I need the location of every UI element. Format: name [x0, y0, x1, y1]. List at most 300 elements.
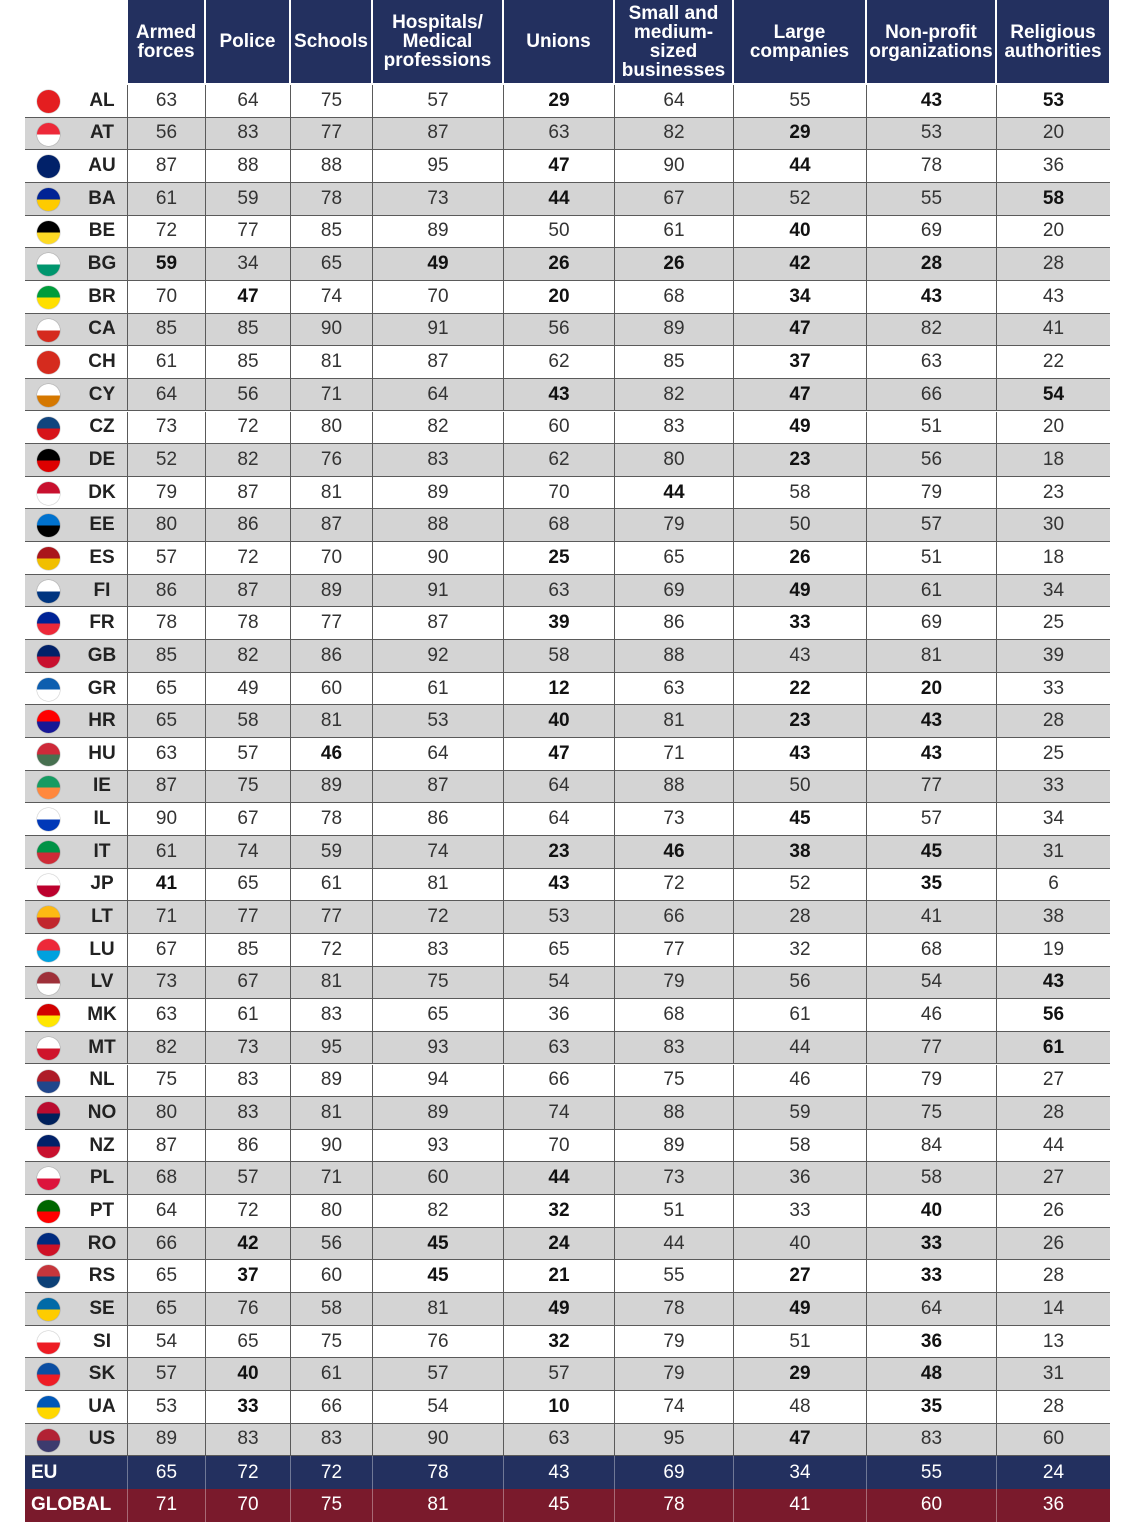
table-cell: 24 — [503, 1228, 614, 1260]
table-cell: 26 — [733, 542, 866, 574]
table-cell: 87 — [372, 346, 503, 378]
table-cell: 45 — [372, 1228, 503, 1260]
table-cell: 86 — [205, 1130, 290, 1162]
table-cell: 70 — [127, 281, 205, 313]
table-cell: 80 — [127, 1097, 205, 1129]
table-cell: 83 — [372, 934, 503, 966]
table-cell: 36 — [866, 1326, 996, 1358]
table-cell: 73 — [372, 183, 503, 215]
table-cell: 20 — [996, 412, 1110, 444]
column-header — [206, 0, 289, 83]
country-code: BE — [88, 220, 116, 242]
table-cell: 81 — [290, 967, 372, 999]
table-cell: 64 — [372, 379, 503, 411]
table-cell: 63 — [866, 346, 996, 378]
table-cell: 44 — [733, 1032, 866, 1064]
table-cell: 45 — [866, 836, 996, 868]
table-cell: 54 — [503, 967, 614, 999]
table-cell: 37 — [733, 346, 866, 378]
table-cell: 88 — [290, 150, 372, 182]
table-cell: 60 — [290, 673, 372, 705]
flag-icon — [37, 841, 60, 864]
table-cell: 60 — [290, 1260, 372, 1292]
table-cell: 65 — [205, 869, 290, 901]
table-cell: 47 — [733, 1424, 866, 1456]
table-cell: 65 — [127, 673, 205, 705]
table-cell: 78 — [866, 150, 996, 182]
table-cell: 84 — [866, 1130, 996, 1162]
column-header — [615, 0, 732, 83]
table-cell: 91 — [372, 314, 503, 346]
table-cell: 41 — [733, 1489, 866, 1522]
flag-icon — [37, 776, 60, 799]
flag-icon — [37, 939, 60, 962]
country-code: HU — [88, 742, 116, 764]
country-code: BG — [87, 253, 117, 275]
column-header-line: Non-profit — [885, 21, 977, 43]
table-cell: 89 — [372, 1097, 503, 1129]
table-row — [25, 967, 1110, 1000]
table-cell: 50 — [733, 771, 866, 803]
country-code: LV — [90, 971, 114, 993]
table-cell: 47 — [205, 281, 290, 313]
table-cell: 33 — [205, 1391, 290, 1423]
table-cell: 20 — [866, 673, 996, 705]
country-code: NL — [89, 1069, 115, 1091]
country-code: NO — [87, 1101, 117, 1123]
flag-icon — [37, 1070, 60, 1093]
table-cell: 51 — [733, 1326, 866, 1358]
column-header — [867, 0, 995, 83]
table-cell: 88 — [372, 509, 503, 541]
table-cell: 89 — [127, 1424, 205, 1456]
table-cell: 82 — [614, 118, 733, 150]
flag-icon — [37, 1037, 60, 1060]
table-cell: 32 — [503, 1326, 614, 1358]
table-cell: 23 — [733, 444, 866, 476]
table-cell: 68 — [127, 1162, 205, 1194]
table-cell: 65 — [127, 705, 205, 737]
table-cell: 31 — [996, 836, 1110, 868]
flag-icon — [37, 1429, 60, 1452]
flag-icon — [37, 645, 60, 668]
country-code: AU — [88, 155, 116, 177]
table-cell: 43 — [503, 1456, 614, 1489]
table-cell: 81 — [866, 640, 996, 672]
table-row — [25, 1326, 1110, 1359]
table-cell: 60 — [503, 412, 614, 444]
flag-icon — [37, 1167, 60, 1190]
table-cell: 50 — [503, 216, 614, 248]
table-cell: 82 — [372, 1195, 503, 1227]
table-cell: 63 — [503, 118, 614, 150]
table-cell: 20 — [996, 216, 1110, 248]
table-cell: 83 — [290, 1424, 372, 1456]
table-cell: 63 — [127, 85, 205, 117]
table-cell: 66 — [290, 1391, 372, 1423]
table-cell: 48 — [733, 1391, 866, 1423]
table-cell: 87 — [127, 1130, 205, 1162]
column-header — [997, 0, 1109, 83]
table-cell: 58 — [290, 1293, 372, 1325]
country-code: SE — [89, 1297, 115, 1319]
column-header-line: Hospitals/ — [392, 12, 483, 33]
table-cell: 22 — [996, 346, 1110, 378]
table-cell: 41 — [866, 901, 996, 933]
table-cell: 80 — [614, 444, 733, 476]
table-cell: 49 — [733, 1293, 866, 1325]
table-cell: 40 — [503, 705, 614, 737]
table-cell: 66 — [866, 379, 996, 411]
table-cell: 69 — [866, 216, 996, 248]
country-code: ES — [89, 546, 115, 568]
table-row — [25, 1097, 1110, 1130]
table-cell: 83 — [205, 1065, 290, 1097]
table-cell: 94 — [372, 1065, 503, 1097]
table-cell: 59 — [127, 248, 205, 280]
table-row — [25, 542, 1110, 575]
table-cell: 93 — [372, 1032, 503, 1064]
country-code: LT — [91, 906, 113, 928]
table-cell: 95 — [290, 1032, 372, 1064]
table-cell: 87 — [127, 771, 205, 803]
table-cell: 43 — [996, 281, 1110, 313]
table-cell: 43 — [866, 281, 996, 313]
country-code: EE — [89, 514, 115, 536]
table-cell: 85 — [127, 314, 205, 346]
table-cell: 42 — [733, 248, 866, 280]
table-cell: 82 — [127, 1032, 205, 1064]
table-cell: 42 — [205, 1228, 290, 1260]
table-row — [25, 85, 1110, 118]
flag-icon — [37, 906, 60, 929]
table-cell: 44 — [996, 1130, 1110, 1162]
table-cell: 80 — [290, 1195, 372, 1227]
table-row — [25, 836, 1110, 869]
flag-icon — [37, 1233, 60, 1256]
table-cell: 88 — [614, 1097, 733, 1129]
table-cell: 43 — [866, 85, 996, 117]
column-header-line: forces — [137, 40, 195, 62]
table-cell: 44 — [614, 477, 733, 509]
flag-icon — [37, 580, 60, 603]
table-cell: 61 — [290, 869, 372, 901]
table-cell: 29 — [733, 118, 866, 150]
table-cell: 77 — [866, 1032, 996, 1064]
table-cell: 52 — [733, 869, 866, 901]
table-cell: 90 — [372, 542, 503, 574]
table-cell: 45 — [372, 1260, 503, 1292]
table-cell: 64 — [614, 85, 733, 117]
table-cell: 46 — [866, 999, 996, 1031]
table-cell: 33 — [733, 607, 866, 639]
table-row — [25, 1195, 1110, 1228]
table-row — [25, 150, 1110, 183]
table-cell: 72 — [205, 1456, 290, 1489]
country-code: GR — [87, 677, 117, 699]
table-cell: 80 — [290, 412, 372, 444]
flag-icon — [37, 1265, 60, 1288]
column-header-line: companies — [749, 40, 850, 62]
table-row — [25, 314, 1110, 347]
table-cell: 80 — [127, 509, 205, 541]
table-cell: 81 — [290, 705, 372, 737]
table-cell: 86 — [205, 509, 290, 541]
table-cell: 36 — [996, 1489, 1110, 1522]
table-cell: 52 — [127, 444, 205, 476]
table-cell: 64 — [127, 379, 205, 411]
table-cell: 72 — [290, 1456, 372, 1489]
table-cell: 59 — [205, 183, 290, 215]
table-cell: 75 — [372, 967, 503, 999]
table-cell: 93 — [372, 1130, 503, 1162]
table-cell: 28 — [996, 1097, 1110, 1129]
table-cell: 71 — [127, 1489, 205, 1522]
table-cell: 73 — [127, 967, 205, 999]
table-cell: 65 — [127, 1456, 205, 1489]
flag-icon — [37, 351, 60, 374]
table-cell: 56 — [290, 1228, 372, 1260]
table-cell: 40 — [733, 1228, 866, 1260]
table-cell: 81 — [372, 1489, 503, 1522]
table-cell: 90 — [127, 803, 205, 835]
flag-icon — [37, 1135, 60, 1158]
country-code: PT — [89, 1199, 115, 1221]
table-cell: 49 — [372, 248, 503, 280]
table-cell: 54 — [996, 379, 1110, 411]
country-code: FR — [89, 612, 115, 634]
table-cell: 74 — [205, 836, 290, 868]
table-cell: 10 — [503, 1391, 614, 1423]
table-cell: 72 — [205, 412, 290, 444]
table-cell: 53 — [127, 1391, 205, 1423]
flag-icon — [37, 482, 60, 505]
table-cell: 55 — [614, 1260, 733, 1292]
table-cell: 18 — [996, 444, 1110, 476]
table-cell: 27 — [733, 1260, 866, 1292]
flag-icon — [37, 384, 60, 407]
table-cell: 87 — [205, 477, 290, 509]
table-row — [25, 607, 1110, 640]
country-code: SK — [88, 1363, 116, 1385]
table-cell: 57 — [503, 1358, 614, 1390]
table-cell: 43 — [733, 738, 866, 770]
table-row — [25, 1358, 1110, 1391]
table-cell: 86 — [290, 640, 372, 672]
table-cell: 58 — [205, 705, 290, 737]
table-cell: 65 — [205, 1326, 290, 1358]
table-row — [25, 1032, 1110, 1065]
table-cell: 44 — [614, 1228, 733, 1260]
column-header — [373, 0, 502, 83]
table-cell: 47 — [503, 738, 614, 770]
table-cell: 72 — [127, 216, 205, 248]
country-code: CZ — [89, 416, 115, 438]
table-cell: 40 — [733, 216, 866, 248]
column-header — [504, 0, 613, 83]
table-cell: 82 — [205, 640, 290, 672]
table-cell: 65 — [614, 542, 733, 574]
table-cell: 64 — [866, 1293, 996, 1325]
table-cell: 83 — [205, 1424, 290, 1456]
table-cell: 49 — [205, 673, 290, 705]
table-cell: 89 — [372, 477, 503, 509]
table-cell: 36 — [503, 999, 614, 1031]
table-cell: 61 — [127, 346, 205, 378]
flag-icon — [37, 188, 60, 211]
table-cell: 33 — [866, 1228, 996, 1260]
flag-icon — [37, 710, 60, 733]
table-cell: 46 — [290, 738, 372, 770]
table-cell: 87 — [205, 575, 290, 607]
table-cell: 64 — [503, 803, 614, 835]
table-cell: 62 — [503, 346, 614, 378]
table-cell: 44 — [503, 183, 614, 215]
column-header-line: Unions — [526, 31, 591, 52]
table-cell: 70 — [503, 477, 614, 509]
table-cell: 75 — [205, 771, 290, 803]
table-cell: 58 — [733, 477, 866, 509]
column-header-line: authorities — [1004, 40, 1102, 62]
country-code: DK — [88, 481, 116, 503]
table-cell: 73 — [614, 803, 733, 835]
table-cell: 65 — [127, 1293, 205, 1325]
table-cell: 74 — [290, 281, 372, 313]
flag-icon — [37, 155, 60, 178]
table-cell: 24 — [996, 1456, 1110, 1489]
table-cell: 81 — [372, 1293, 503, 1325]
table-cell: 75 — [866, 1097, 996, 1129]
table-cell: 43 — [503, 869, 614, 901]
country-code: RS — [88, 1265, 116, 1287]
country-code: RO — [87, 1232, 117, 1254]
table-cell: 56 — [127, 118, 205, 150]
table-cell: 76 — [372, 1326, 503, 1358]
table-cell: 58 — [503, 640, 614, 672]
table-cell: 90 — [372, 1424, 503, 1456]
table-cell: 79 — [866, 477, 996, 509]
table-row — [25, 901, 1110, 934]
table-cell: 77 — [290, 901, 372, 933]
table-cell: 53 — [996, 85, 1110, 117]
table-cell: 56 — [205, 379, 290, 411]
table-cell: 54 — [372, 1391, 503, 1423]
table-row — [25, 1162, 1110, 1195]
table-cell: 78 — [290, 803, 372, 835]
table-cell: 77 — [205, 901, 290, 933]
table-cell: 67 — [614, 183, 733, 215]
table-cell: 39 — [503, 607, 614, 639]
table-cell: 51 — [866, 412, 996, 444]
table-cell: 47 — [503, 150, 614, 182]
country-code: PL — [89, 1167, 115, 1189]
table-cell: 72 — [290, 934, 372, 966]
column-header — [291, 0, 371, 83]
table-cell: 31 — [996, 1358, 1110, 1390]
table-cell: 85 — [127, 640, 205, 672]
column-header-line: Large — [773, 21, 826, 43]
table-cell: 53 — [866, 118, 996, 150]
table-row — [25, 216, 1110, 249]
table-cell: 70 — [205, 1489, 290, 1522]
table-cell: 60 — [372, 1162, 503, 1194]
table-cell: 60 — [866, 1489, 996, 1522]
country-code: MT — [88, 1036, 116, 1058]
table-cell: 60 — [996, 1424, 1110, 1456]
table-row — [25, 412, 1110, 445]
aggregate-row — [25, 1456, 1110, 1489]
table-cell: 63 — [503, 1032, 614, 1064]
table-cell: 68 — [614, 999, 733, 1031]
country-code: UA — [88, 1395, 116, 1417]
table-cell: 90 — [614, 150, 733, 182]
table-cell: 83 — [205, 118, 290, 150]
table-row — [25, 673, 1110, 706]
table-row — [25, 1065, 1110, 1098]
table-cell: 87 — [372, 118, 503, 150]
table-cell: 43 — [866, 705, 996, 737]
table-cell: 23 — [733, 705, 866, 737]
table-cell: 30 — [996, 509, 1110, 541]
table-cell: 81 — [290, 346, 372, 378]
table-cell: 82 — [205, 444, 290, 476]
table-cell: 70 — [372, 281, 503, 313]
table-row — [25, 183, 1110, 216]
table-row — [25, 509, 1110, 542]
table-cell: 50 — [733, 509, 866, 541]
table-row — [25, 640, 1110, 673]
country-code: IE — [93, 775, 111, 797]
table-cell: 81 — [372, 869, 503, 901]
table-row — [25, 738, 1110, 771]
table-cell: 59 — [733, 1097, 866, 1129]
table-cell: 63 — [503, 575, 614, 607]
table-cell: 57 — [205, 738, 290, 770]
table-cell: 68 — [866, 934, 996, 966]
table-cell: 56 — [503, 314, 614, 346]
country-code: AL — [89, 89, 115, 111]
table-cell: 82 — [614, 379, 733, 411]
table-row — [25, 1130, 1110, 1163]
table-cell: 85 — [614, 346, 733, 378]
table-cell: 41 — [996, 314, 1110, 346]
table-cell: 63 — [127, 738, 205, 770]
table-cell: 83 — [614, 1032, 733, 1064]
table-cell: 59 — [290, 836, 372, 868]
table-cell: 34 — [205, 248, 290, 280]
table-cell: 51 — [866, 542, 996, 574]
table-cell: 88 — [614, 640, 733, 672]
table-cell: 45 — [733, 803, 866, 835]
table-cell: 67 — [205, 967, 290, 999]
column-header-line: Small and — [628, 2, 719, 24]
table-cell: 57 — [372, 85, 503, 117]
table-cell: 35 — [866, 869, 996, 901]
table-row — [25, 999, 1110, 1032]
table-cell: 34 — [733, 1456, 866, 1489]
table-cell: 28 — [996, 1391, 1110, 1423]
table-cell: 43 — [866, 738, 996, 770]
table-cell: 55 — [866, 183, 996, 215]
table-row — [25, 248, 1110, 281]
table-cell: 58 — [866, 1162, 996, 1194]
column-header-line: businesses — [621, 59, 726, 81]
table-cell: 44 — [503, 1162, 614, 1194]
table-cell: 35 — [866, 1391, 996, 1423]
table-cell: 67 — [205, 803, 290, 835]
country-code: CA — [88, 318, 116, 340]
table-cell: 79 — [614, 1358, 733, 1390]
